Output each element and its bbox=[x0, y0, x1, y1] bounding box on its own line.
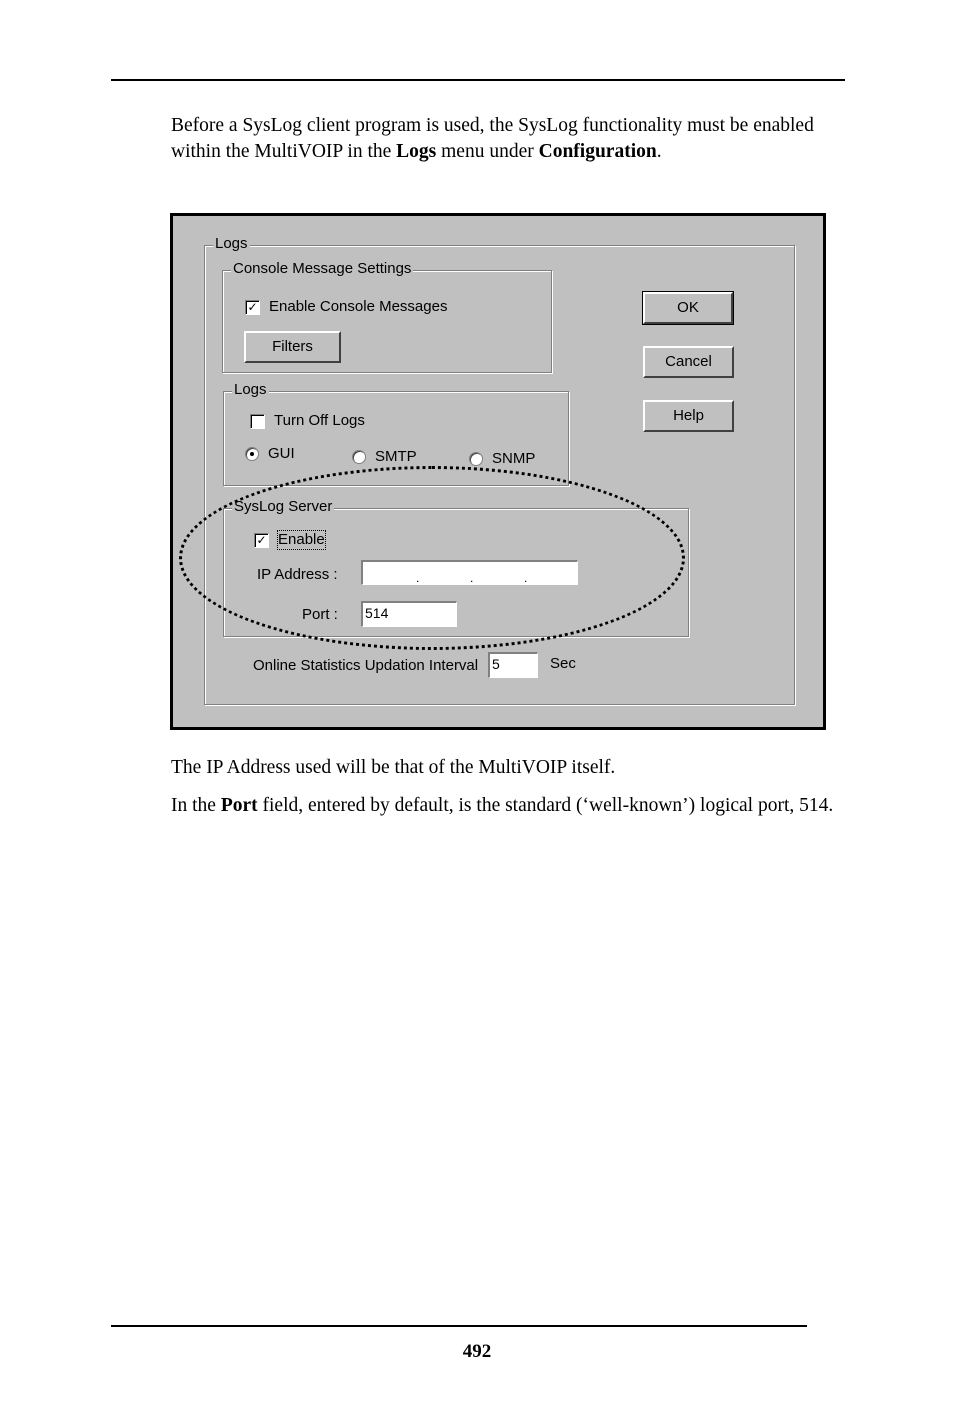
logs-subgroup bbox=[223, 381, 569, 486]
logs-subgroup-label: Logs bbox=[234, 381, 267, 398]
snmp-radio[interactable] bbox=[469, 452, 483, 466]
intro-bold-logs: Logs bbox=[396, 140, 437, 162]
enable-console-label: Enable Console Messages bbox=[269, 298, 448, 315]
console-settings-group bbox=[222, 260, 552, 373]
turn-off-logs-checkbox[interactable] bbox=[250, 414, 265, 429]
port-bold: Port bbox=[220, 795, 258, 816]
ok-button[interactable]: OK bbox=[643, 292, 733, 324]
syslog-enable-label: Enable bbox=[278, 531, 325, 548]
ip-address-label: IP Address : bbox=[257, 566, 338, 583]
logs-dialog-screenshot bbox=[170, 213, 826, 730]
header-rule bbox=[111, 79, 845, 81]
turn-off-logs-label: Turn Off Logs bbox=[274, 412, 365, 429]
snmp-radio-label: SNMP bbox=[492, 450, 536, 467]
online-stats-unit: Sec bbox=[550, 655, 576, 672]
console-settings-group-label: Console Message Settings bbox=[233, 260, 412, 277]
logs-outer-group-label: Logs bbox=[215, 235, 248, 252]
smtp-radio[interactable] bbox=[352, 450, 366, 464]
page-number: 492 bbox=[462, 1341, 492, 1362]
port-input[interactable]: 514 bbox=[361, 601, 457, 627]
footer-rule bbox=[111, 1325, 807, 1327]
smtp-radio-label: SMTP bbox=[375, 448, 417, 465]
ip-address-input[interactable]: . . . bbox=[361, 560, 578, 585]
port-paragraph: In the Port field, entered by default, is the standard (‘well-known’) logical port, 514. bbox=[171, 795, 834, 816]
syslog-enable-checkbox[interactable]: ✓ bbox=[254, 533, 269, 548]
online-stats-input[interactable]: 5 bbox=[488, 652, 538, 678]
gui-radio[interactable] bbox=[245, 447, 259, 461]
syslog-server-group-label: SysLog Server bbox=[234, 498, 333, 515]
cancel-button[interactable]: Cancel bbox=[643, 346, 734, 378]
help-button[interactable]: Help bbox=[643, 400, 734, 432]
ip-paragraph: The IP Address used will be that of the MultiVOIP itself. bbox=[171, 757, 616, 778]
intro-bold-configuration: Configuration bbox=[538, 140, 657, 162]
online-stats-label: Online Statistics Updation Interval bbox=[253, 657, 479, 674]
gui-radio-label: GUI bbox=[268, 445, 295, 462]
enable-console-checkbox[interactable]: ✓ bbox=[245, 300, 260, 315]
syslog-server-group bbox=[223, 498, 689, 637]
port-label: Port : bbox=[302, 606, 338, 623]
intro-paragraph: Before a SysLog client program is used, the SysLog functionality must be enabled within the MultiVOIP in the Logs menu under Configuration. bbox=[171, 115, 814, 162]
filters-button[interactable]: Filters bbox=[244, 331, 341, 363]
